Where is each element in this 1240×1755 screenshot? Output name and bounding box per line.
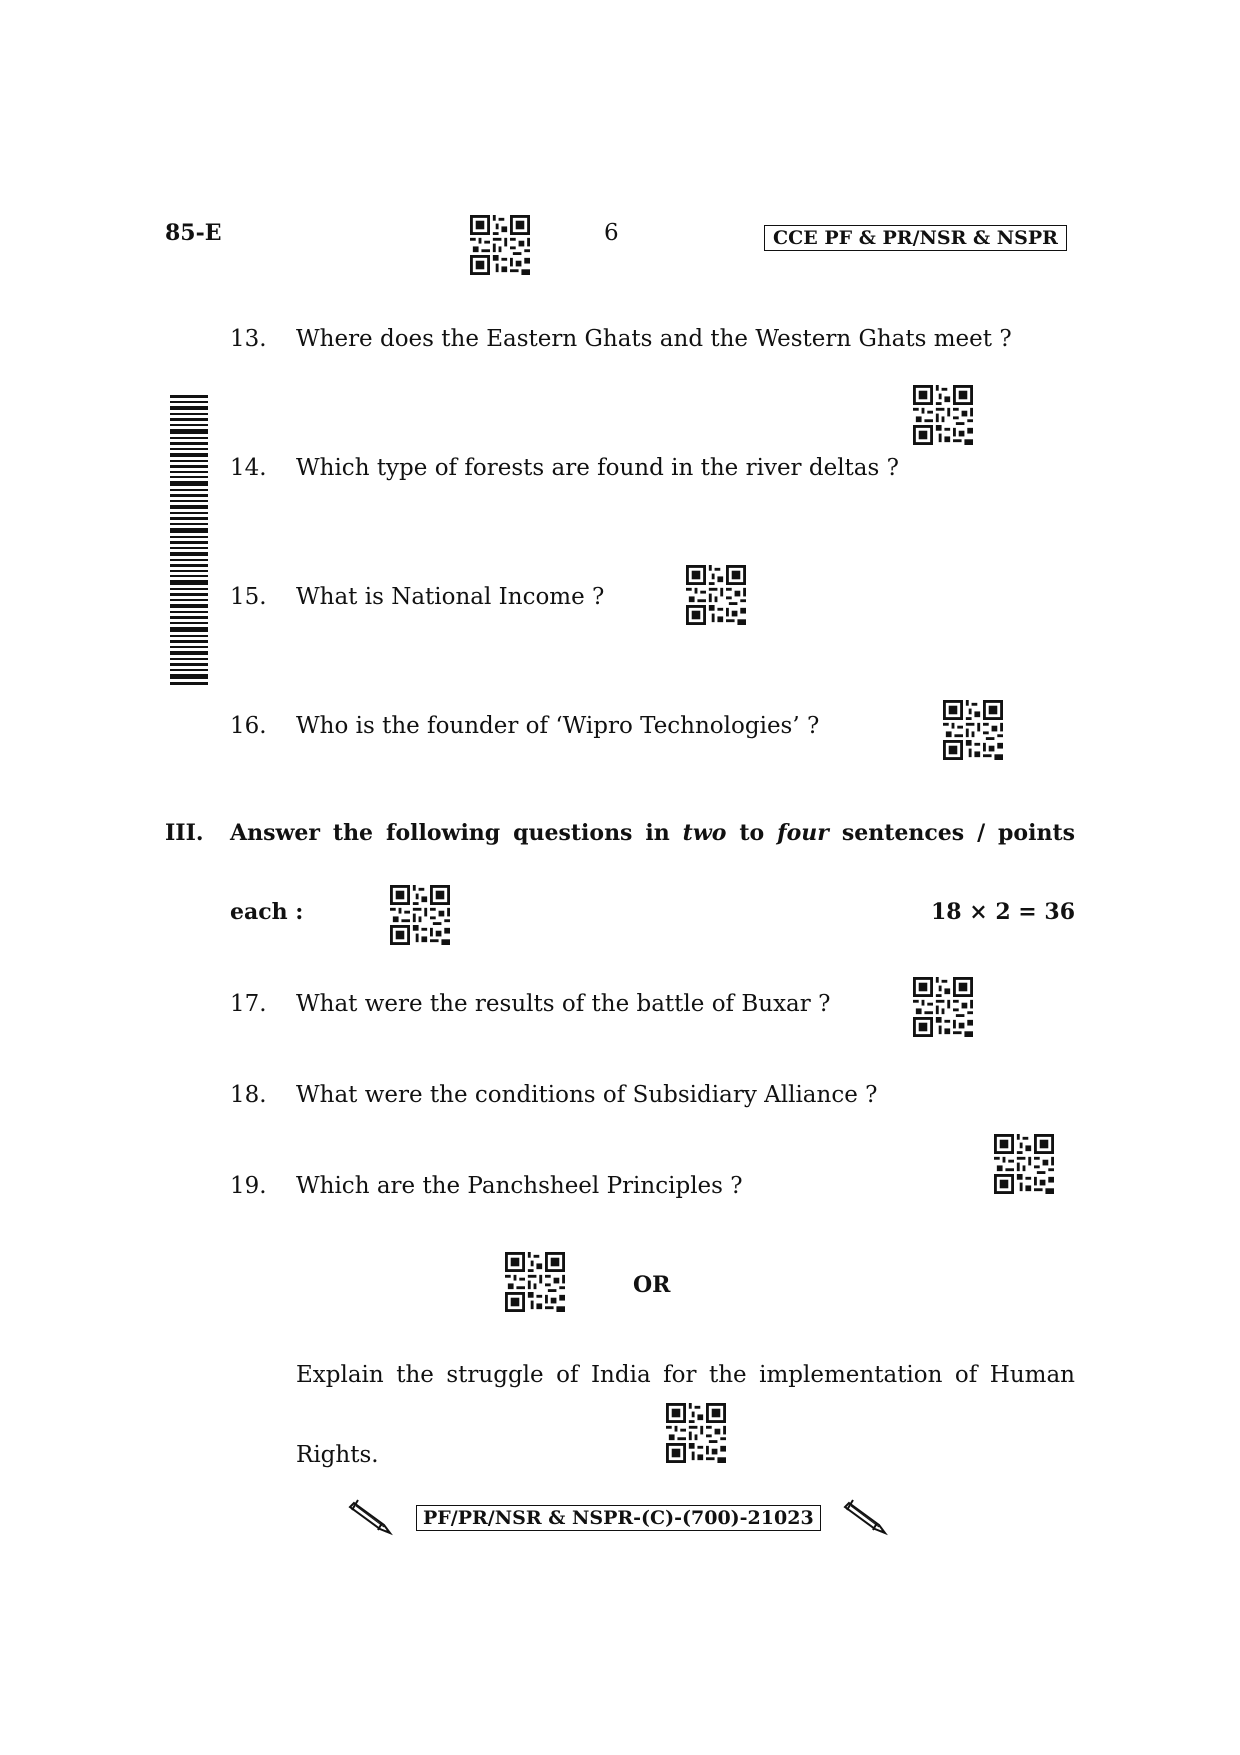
instruction-start: Answer the following questions in bbox=[230, 820, 670, 846]
section-number: III. bbox=[165, 820, 204, 846]
qr-code-icon bbox=[943, 700, 1003, 760]
section-instruction bbox=[230, 820, 1075, 846]
pencil-icon bbox=[843, 1497, 889, 1537]
question-number: 16. bbox=[230, 713, 267, 739]
qr-code-icon bbox=[505, 1252, 565, 1312]
question-text: Which type of forests are found in the river deltas ? bbox=[296, 455, 899, 481]
qr-code-icon bbox=[994, 1134, 1054, 1194]
question-number: 15. bbox=[230, 584, 267, 610]
instruction-em-two: two bbox=[682, 820, 727, 846]
section-instruction-cont: each : bbox=[230, 899, 304, 925]
alternative-question-line: Explain the struggle of India for the implementation of Human bbox=[296, 1362, 1075, 1388]
question-text: What is National Income ? bbox=[296, 584, 605, 610]
page-number: 6 bbox=[604, 220, 619, 246]
alternative-question-line: Rights. bbox=[296, 1442, 379, 1468]
question-text: Where does the Eastern Ghats and the Western Ghats meet ? bbox=[296, 326, 1012, 352]
qr-code-icon bbox=[666, 1403, 726, 1463]
question-text: Which are the Panchsheel Principles ? bbox=[296, 1173, 743, 1199]
instruction-em-four: four bbox=[777, 820, 829, 846]
section-marks: 18 × 2 = 36 bbox=[930, 899, 1075, 925]
question-text: Who is the founder of ‘Wipro Technologies’ ? bbox=[296, 713, 820, 739]
instruction-mid: to bbox=[739, 820, 765, 846]
qr-code-icon bbox=[686, 565, 746, 625]
question-number: 19. bbox=[230, 1173, 267, 1199]
qr-code-icon bbox=[913, 385, 973, 445]
question-number: 14. bbox=[230, 455, 267, 481]
question-number: 13. bbox=[230, 326, 267, 352]
question-text: What were the conditions of Subsidiary Alliance ? bbox=[296, 1082, 878, 1108]
barcode-icon bbox=[170, 395, 208, 685]
question-text: What were the results of the battle of Buxar ? bbox=[296, 991, 831, 1017]
paper-code-box: CCE PF & PR/NSR & NSPR bbox=[764, 225, 1067, 251]
question-number: 18. bbox=[230, 1082, 267, 1108]
footer-code: PF/PR/NSR & NSPR-(C)-(700)-21023 bbox=[416, 1505, 821, 1531]
qr-code-icon bbox=[913, 977, 973, 1037]
or-label: OR bbox=[633, 1272, 671, 1298]
qr-code-icon bbox=[390, 885, 450, 945]
question-number: 17. bbox=[230, 991, 267, 1017]
pencil-icon bbox=[348, 1497, 394, 1537]
instruction-end: sentences / points bbox=[841, 820, 1075, 846]
header-code: 85-E bbox=[165, 220, 222, 246]
qr-code-icon bbox=[470, 215, 530, 275]
